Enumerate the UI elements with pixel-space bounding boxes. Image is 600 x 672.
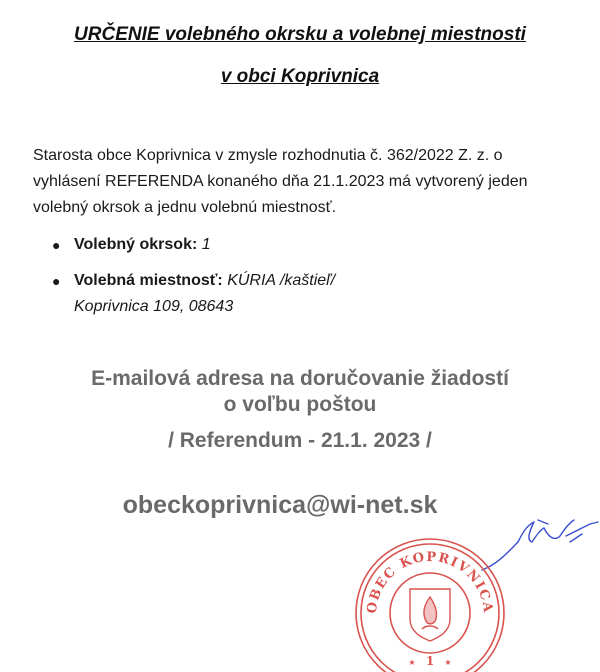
svg-text:★: ★ <box>444 658 452 667</box>
info-list <box>52 232 552 320</box>
stamp-number: 1 <box>425 654 435 668</box>
list-item-district <box>52 232 552 258</box>
email-notice-line2: o voľbu poštou <box>223 393 377 416</box>
official-seal <box>352 527 508 672</box>
district-value: 1 <box>201 236 211 253</box>
list-item-room <box>52 268 552 320</box>
coat-of-arms-icon <box>410 589 450 641</box>
email-notice-line1: E-mailová adresa na doručovanie žiadostí <box>91 367 509 390</box>
document-subtitle: v obci Koprivnica <box>220 66 380 87</box>
svg-text:★: ★ <box>408 658 416 667</box>
stamp-text: OBEC KOPRIVNICA <box>364 549 496 615</box>
intro-paragraph: Starosta obce Koprivnica v zmysle rozhodnutia č. 362/2022 Z. z. o vyhlásení REFERENDA konaného dňa 21.1.2023 má vytvorený jeden volebný okrsok a jednu volebnú miestnosť. <box>33 147 528 216</box>
room-address: Koprivnica 109, 08643 <box>74 298 234 315</box>
district-label: Volebný okrsok: <box>74 236 198 253</box>
bullet-icon: ● <box>52 237 61 253</box>
document-title: URČENIE volebného okrsku a volebnej miestnosti <box>74 24 526 45</box>
room-label: Volebná miestnosť: <box>74 272 223 289</box>
referendum-date: / Referendum - 21.1. 2023 / <box>168 429 432 452</box>
email-address[interactable]: obeckoprivnica@wi-net.sk <box>122 491 438 519</box>
room-value: KÚRIA /kaštieľ/ <box>227 272 336 289</box>
bullet-icon: ● <box>52 273 61 289</box>
